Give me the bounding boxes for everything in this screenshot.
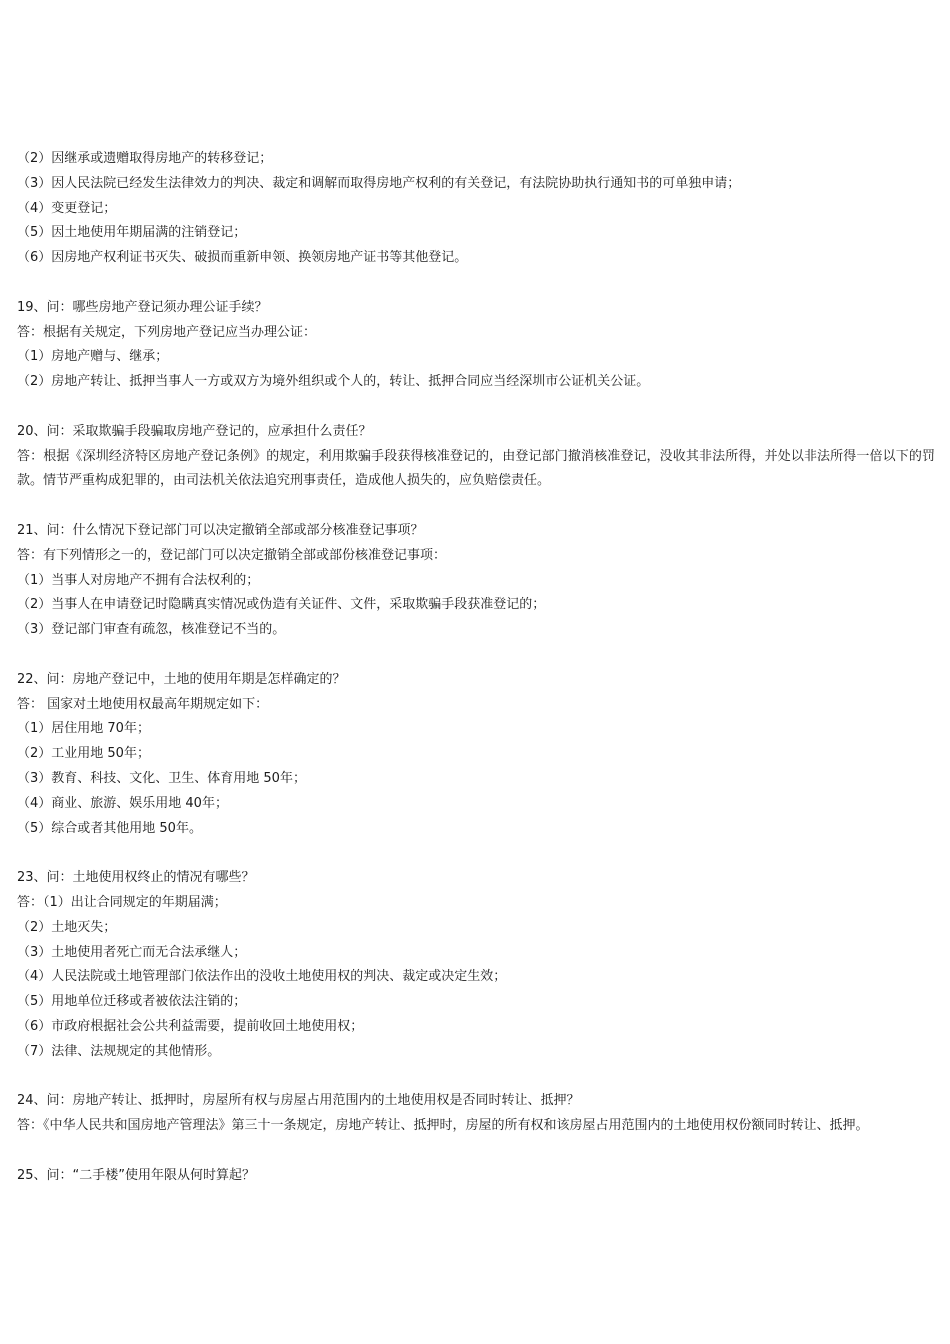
answer-text: 答：《中华人民共和国房地产管理法》第三十一条规定，房地产转让、抵押时，房屋的所有权和该房屋占用范围内的土地使用权份额同时转让、抵押。 bbox=[17, 1118, 869, 1134]
spacer bbox=[17, 1064, 935, 1089]
question-text: 23、问：土地使用权终止的情况有哪些？ bbox=[17, 870, 255, 886]
list-item: （1）当事人对房地产不拥有合法权利的； bbox=[17, 572, 260, 588]
list-item: （3）教育、科技、文化、卫生、体育用地 50年； bbox=[17, 770, 306, 786]
list-item: （4）变更登记； bbox=[17, 200, 117, 216]
list-item: （1）居住用地 70年； bbox=[17, 721, 150, 737]
list-item: （2）因继承或遗赠取得房地产的转移登记； bbox=[17, 151, 273, 166]
document-page bbox=[17, 147, 935, 1188]
list-item: （6）市政府根据社会公共利益需要，提前收回土地使用权； bbox=[17, 1018, 364, 1034]
qa-23 bbox=[17, 866, 935, 1064]
question-text: 22、问：房地产登记中，土地的使用年期是怎样确定的？ bbox=[17, 671, 346, 687]
list-item: （7）法律、法规规定的其他情形。 bbox=[17, 1043, 221, 1059]
qa-24 bbox=[17, 1089, 935, 1139]
list-item: （2）工业用地 50年； bbox=[17, 746, 150, 762]
spacer bbox=[17, 271, 935, 296]
list-item: （4）商业、旅游、娱乐用地 40年； bbox=[17, 795, 228, 811]
qa-21 bbox=[17, 519, 935, 643]
answer-text: 答：（1）出让合同规定的年期届满； bbox=[17, 894, 227, 910]
answer-text: 答： 国家对土地使用权最高年期规定如下： bbox=[17, 696, 269, 712]
spacer bbox=[17, 494, 935, 519]
qa-19 bbox=[17, 296, 935, 395]
list-item: （5）综合或者其他用地 50年。 bbox=[17, 820, 202, 836]
list-item: （3）土地使用者死亡而无合法承继人； bbox=[17, 944, 247, 960]
list-item: （3）登记部门审查有疏忽，核准登记不当的。 bbox=[17, 622, 286, 638]
list-item: （2）房地产转让、抵押当事人一方或双方为境外组织或个人的，转让、抵押合同应当经深圳市公证机关公证。 bbox=[17, 374, 650, 390]
spacer bbox=[17, 841, 935, 866]
intro-list bbox=[17, 147, 935, 271]
spacer bbox=[17, 643, 935, 668]
list-item: （4）人民法院或土地管理部门依法作出的没收土地使用权的判决、裁定或决定生效； bbox=[17, 969, 507, 985]
list-item: （6）因房地产权利证书灭失、破损而重新申领、换领房地产证书等其他登记。 bbox=[17, 250, 468, 266]
list-item: （1）房地产赠与、继承； bbox=[17, 349, 169, 365]
list-item: （5）因土地使用年期届满的注销登记； bbox=[17, 225, 247, 241]
answer-text: 答：根据有关规定，下列房地产登记应当办理公证： bbox=[17, 324, 317, 340]
list-item: （3）因人民法院已经发生法律效力的判决、裁定和调解而取得房地产权利的有关登记，有法院协助执行通知书的可单独申请； bbox=[17, 175, 741, 191]
list-item: （2）土地灭失； bbox=[17, 919, 117, 935]
question-text: 24、问：房地产转让、抵押时，房屋所有权与房屋占用范围内的土地使用权是否同时转让、抵押？ bbox=[17, 1093, 580, 1109]
spacer bbox=[17, 1139, 935, 1164]
question-text: 21、问：什么情况下登记部门可以决定撤销全部或部分核准登记事项？ bbox=[17, 522, 424, 538]
question-text: 25、问：“二手楼”使用年限从何时算起？ bbox=[17, 1167, 256, 1183]
qa-20 bbox=[17, 420, 935, 494]
question-text: 20、问：采取欺骗手段骗取房地产登记的，应承担什么责任？ bbox=[17, 423, 372, 439]
qa-25 bbox=[17, 1164, 935, 1189]
question-text: 19、问：哪些房地产登记须办理公证手续？ bbox=[17, 299, 268, 315]
answer-text: 答：有下列情形之一的，登记部门可以决定撤销全部或部份核准登记事项： bbox=[17, 547, 447, 563]
answer-text: 答：根据《深圳经济特区房地产登记条例》的规定，利用欺骗手段获得核准登记的，由登记部门撤消核准登记，没收其非法所得，并处以非法所得一倍以下的罚款。情节严重构成犯罪的，由司法机关依法追究刑事责任，造成他人损失的，应负赔偿责任。 bbox=[17, 448, 935, 489]
list-item: （5）用地单位迁移或者被依法注销的； bbox=[17, 994, 247, 1010]
spacer bbox=[17, 395, 935, 420]
qa-22 bbox=[17, 668, 935, 842]
list-item: （2）当事人在申请登记时隐瞒真实情况或伪造有关证件、文件，采取欺骗手段获准登记的； bbox=[17, 597, 546, 613]
